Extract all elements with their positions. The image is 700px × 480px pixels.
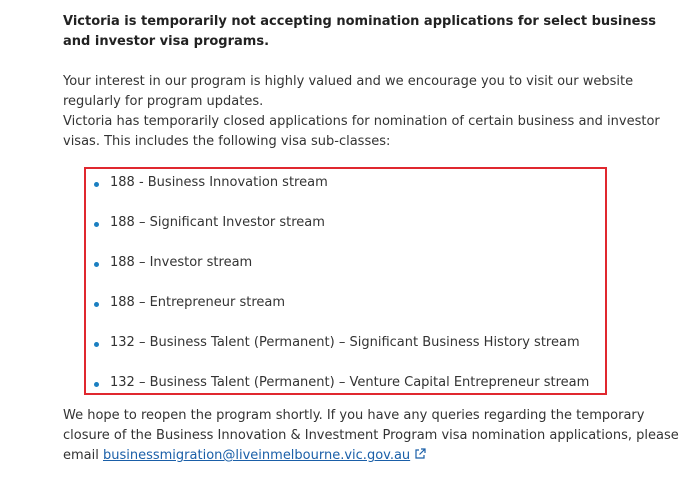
visa-subclass-list <box>94 173 589 413</box>
bullet-icon <box>94 262 99 267</box>
bullet-icon <box>94 342 99 347</box>
email-link[interactable] <box>103 448 410 463</box>
list-item <box>94 173 589 213</box>
bullet-icon <box>94 222 99 227</box>
list-item <box>94 333 589 373</box>
visa-item-label: 132 – Business Talent (Permanent) – Venture Capital Entrepreneur stream <box>110 375 590 390</box>
visa-item-label: 188 – Investor stream <box>110 255 253 270</box>
external-link-icon[interactable] <box>414 447 426 467</box>
closing-paragraph <box>63 406 683 467</box>
bullet-icon <box>94 302 99 307</box>
list-item <box>94 253 589 293</box>
visa-item-label: 188 – Entrepreneur stream <box>110 295 286 310</box>
visa-item-label: 188 – Significant Investor stream <box>110 215 325 230</box>
email-address: businessmigration@liveinmelbourne.vic.gov.au <box>102 448 411 463</box>
visa-item-label: 132 – Business Talent (Permanent) – Significant Business History stream <box>110 335 580 350</box>
intro-paragraph-1: Your interest in our program is highly valued and we encourage you to visit our website regularly for program updates. <box>63 74 634 109</box>
visa-item-label: 188 - Business Innovation stream <box>110 175 328 190</box>
bullet-icon <box>94 182 99 187</box>
closing-text: We hope to reopen the program shortly. If you have any queries regarding the temporary closure of the Business Innovation & Investment Program visa nomination applications, please email <box>63 408 679 463</box>
bullet-icon <box>94 382 99 387</box>
list-item <box>94 213 589 253</box>
list-item <box>94 293 589 333</box>
intro-paragraph-2: Victoria has temporarily closed applications for nomination of certain business and investor visas. This includes the following visa sub-classes: <box>63 114 660 149</box>
notice-heading: Victoria is temporarily not accepting nomination applications for select business and investor visa programs. <box>63 14 656 49</box>
notice-content <box>63 12 683 152</box>
